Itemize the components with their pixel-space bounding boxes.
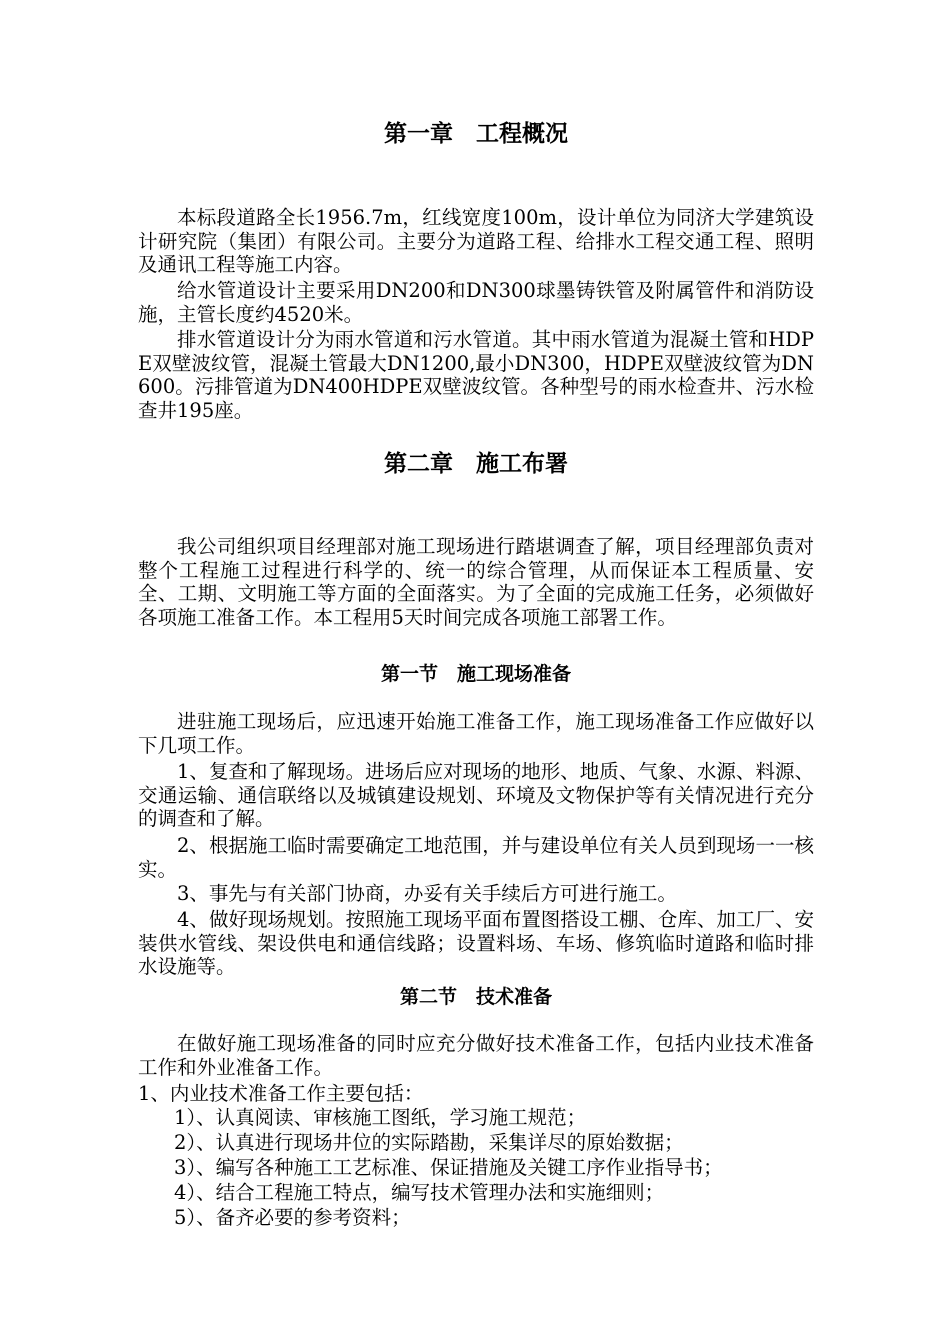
list-item: 4）、结合工程施工特点，编写技术管理办法和实施细则； <box>174 1181 665 1204</box>
section-1-paragraph-2: 1、复查和了解现场。进场后应对现场的地形、地质、气象、水源、料源、交通运输、通信联络以及城镇建设规划、环境及文物保护等有关情况进行充分的调查和了解。 <box>138 760 814 831</box>
section-1-paragraph-1: 进驻施工现场后，应迅速开始施工准备工作，施工现场准备工作应做好以下几项工作。 <box>138 710 814 757</box>
section-2-title: 第二节 技术准备 <box>399 986 552 1008</box>
chapter-2-intro: 我公司组织项目经理部对施工现场进行踏堪调查了解，项目经理部负责对整个工程施工过程进行科学的、统一的综合管理，从而保证本工程质量、安全、工期、文明施工等方面的全面落实。为了全面的完成施工任务，必须做好各项施工准备工作。本工程用5天时间完成各项施工部署工作。 <box>138 535 814 629</box>
list-item: 3）、编写各种施工工艺标准、保证措施及关键工序作业指导书； <box>174 1156 723 1179</box>
list-item: 2）、认真进行现场井位的实际踏勘，采集详尽的原始数据； <box>174 1131 684 1154</box>
section-1-paragraph-5: 4、做好现场规划。按照施工现场平面布置图搭设工棚、仓库、加工厂、安装供水管线、架设供电和通信线路；设置料场、车场、修筑临时道路和临时排水设施等。 <box>138 908 814 979</box>
section-1-paragraph-4: 3、事先与有关部门协商，办妥有关手续后方可进行施工。 <box>177 882 677 905</box>
chapter-2-title: 第二章 施工布署 <box>384 451 568 477</box>
chapter-1-paragraph-3: 排水管道设计分为雨水管道和污水管道。其中雨水管道为混凝土管和HDPE双壁波纹管，混凝土管最大DN1200,最小DN300，HDPE双壁波纹管为DN600。污排管道为DN400HDPE双壁波纹管。各种型号的雨水检查井、污水检查井195座。 <box>138 328 814 422</box>
section-1-title: 第一节 施工现场准备 <box>380 663 571 685</box>
chapter-1-paragraph-1: 本标段道路全长1956.7m，红线宽度100m，设计单位为同济大学建筑设计研究院（集团）有限公司。主要分为道路工程、给排水工程交通工程、照明及通讯工程等施工内容。 <box>138 206 814 277</box>
section-1-paragraph-3: 2、根据施工临时需要确定工地范围，并与建设单位有关人员到现场一一核实。 <box>138 834 814 881</box>
list-item: 1）、认真阅读、审核施工图纸，学习施工规范； <box>174 1106 587 1129</box>
list-item: 5）、备齐必要的参考资料； <box>174 1206 411 1229</box>
chapter-1-paragraph-2: 给水管道设计主要采用DN200和DN300球墨铸铁管及附属管件和消防设施，主管长度约4520米。 <box>138 279 814 326</box>
section-2-intro: 在做好施工现场准备的同时应充分做好技术准备工作，包括内业技术准备工作和外业准备工作。 <box>138 1032 814 1079</box>
section-2-list-heading: 1、内业技术准备工作主要包括： <box>138 1082 424 1105</box>
chapter-1-title: 第一章 工程概况 <box>384 121 568 147</box>
